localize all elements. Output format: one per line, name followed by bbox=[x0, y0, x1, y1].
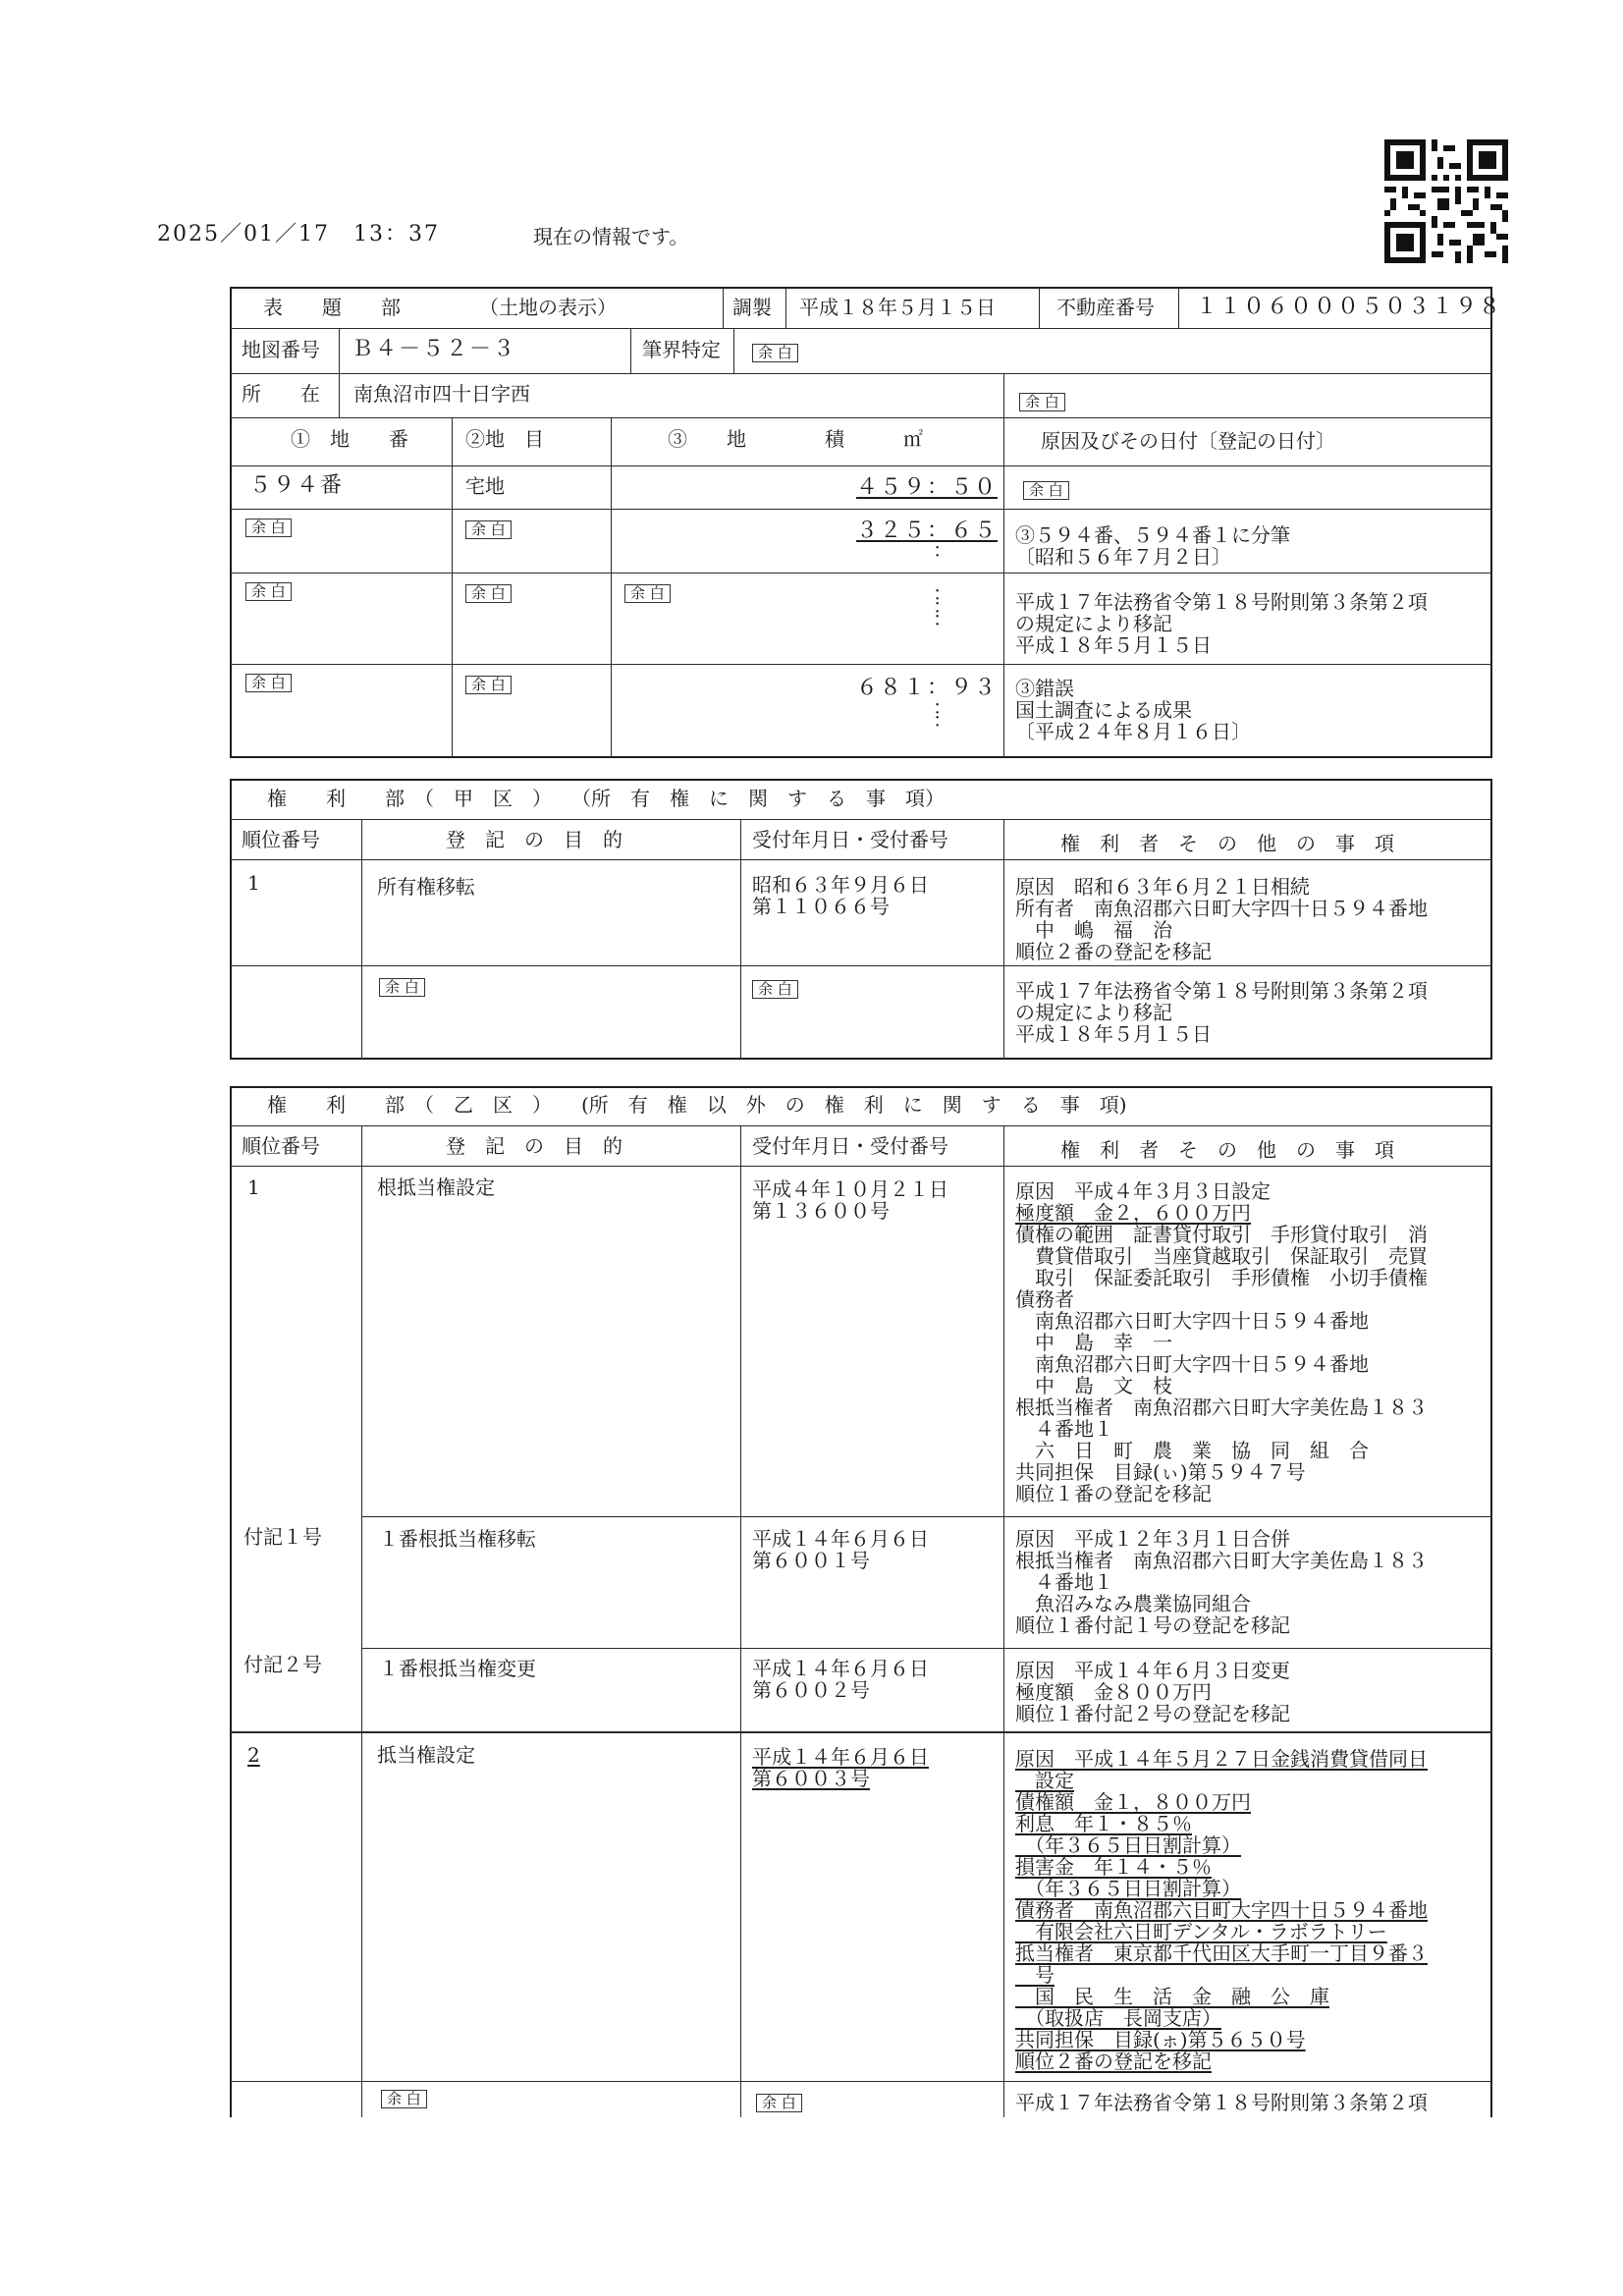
kenrisha-line: の規定により移記 bbox=[1015, 1001, 1172, 1024]
kenrisha-line: 六 日 町 農 業 協 同 組 合 bbox=[1015, 1439, 1369, 1462]
chiseki-yohaku: 余 白 bbox=[624, 584, 671, 603]
shozai-label: 所 在 bbox=[242, 382, 320, 406]
col-juni: 順位番号 bbox=[242, 828, 320, 851]
hyodai-title-note: （土地の表示） bbox=[479, 296, 617, 319]
kenrisha-line: 極度額 金８００万円 bbox=[1015, 1680, 1212, 1704]
uketsuke-date: 平成４年１０月２１日 bbox=[752, 1177, 948, 1201]
kenrisha-line: 平成１７年法務省令第１８号附則第３条第２項 bbox=[1015, 2091, 1428, 2114]
current-info-notice: 現在の情報です。 bbox=[533, 225, 689, 248]
gen-in-line: の規定により移記 bbox=[1015, 612, 1172, 635]
col-kenrisha: 権 利 者 そ の 他 の 事 項 bbox=[1060, 1138, 1394, 1162]
chiseki-dots: ： ： ： bbox=[933, 581, 952, 630]
kenrisha-line: 原因 平成１４年５月２７日金銭消費貸借同日 bbox=[1015, 1747, 1428, 1771]
kenrisha-line: 国 民 生 活 金 融 公 庫 bbox=[1015, 1985, 1329, 2008]
kenrisha-line: 原因 平成１４年６月３日変更 bbox=[1015, 1659, 1290, 1682]
kenrisha-line: 設定 bbox=[1015, 1769, 1074, 1792]
gen-in-line: 平成１８年５月１５日 bbox=[1015, 633, 1212, 657]
chiban-yohaku: 余 白 bbox=[245, 519, 292, 537]
kenrisha-line: ４番地１ bbox=[1015, 1570, 1113, 1594]
kenrisha-block bbox=[1015, 1180, 1428, 1504]
uketsuke-date: 平成１４年６月６日 bbox=[752, 1745, 929, 1769]
kenrisha-line: 根抵当権者 南魚沼郡六日町大字美佐島１８３ bbox=[1015, 1395, 1428, 1419]
kouku-title: 権 利 部 （ 甲 区 ） （所 有 権 に 関 す る 事 項） bbox=[267, 787, 945, 810]
kenrisha-line: 債務者 南魚沼郡六日町大字四十日５９４番地 bbox=[1015, 1898, 1428, 1922]
chimoku-yohaku: 余 白 bbox=[465, 584, 512, 603]
kenrisha-line: 所有者 南魚沼郡六日町大字四十日５９４番地 bbox=[1015, 897, 1428, 920]
gen-in-line: 国土調査による成果 bbox=[1015, 698, 1192, 722]
gen-in-line: ③錯誤 bbox=[1015, 677, 1074, 700]
mokuteki-yohaku: 余 白 bbox=[381, 2090, 427, 2108]
kenrisha-line: 債務者 bbox=[1015, 1287, 1074, 1311]
col-uketsuke: 受付年月日・受付番号 bbox=[752, 1134, 948, 1158]
kenrisha-line: 中 嶋 福 治 bbox=[1015, 918, 1172, 942]
kenrisha-line: 順位１番の登記を移記 bbox=[1015, 1482, 1212, 1505]
kenrisha-line: 順位２番の登記を移記 bbox=[1015, 2050, 1212, 2073]
kenrisha-line: 極度額 金２，６００万円 bbox=[1015, 1201, 1251, 1225]
hikkai-tokutei-label: 筆界特定 bbox=[642, 338, 721, 361]
chosei-label: 調製 bbox=[732, 296, 772, 319]
mokuteki-yohaku: 余 白 bbox=[379, 978, 425, 997]
kenrisha-line: 南魚沼郡六日町大字四十日５９４番地 bbox=[1015, 1352, 1369, 1376]
kenrisha-block bbox=[1015, 1528, 1428, 1636]
gen-in-yohaku: 余 白 bbox=[1023, 481, 1069, 500]
chimoku-cell: 宅地 bbox=[465, 474, 505, 498]
col-chiban: ① 地 番 bbox=[291, 427, 408, 451]
kenrisha-line: 利息 年１・８５％ bbox=[1015, 1812, 1192, 1835]
chiban-cell: ５９４番 bbox=[249, 473, 345, 498]
mokuteki-cell: 根抵当権設定 bbox=[377, 1175, 495, 1199]
chiseki-cell: ６８１：９３ bbox=[855, 676, 998, 700]
kenrisha-line: 順位１番付記２号の登記を移記 bbox=[1015, 1702, 1290, 1725]
chizu-bango: Ｂ４－５２－３ bbox=[352, 337, 517, 361]
hikkai-tokutei-yohaku: 余 白 bbox=[752, 344, 798, 362]
juni-bango: 付記２号 bbox=[243, 1653, 322, 1676]
gen-in-line: 〔平成２４年８月１６日〕 bbox=[1015, 720, 1251, 743]
juni-bango: 1 bbox=[247, 1175, 260, 1199]
fudosan-bango: １１０６０００５０３１９８ bbox=[1196, 295, 1503, 319]
gen-in-line: ③５９４番、５９４番１に分筆 bbox=[1015, 523, 1290, 547]
col-kenrisha: 権 利 者 そ の 他 の 事 項 bbox=[1060, 832, 1394, 855]
uketsuke-no: 第１１０６６号 bbox=[752, 895, 890, 918]
otsuku-title: 権 利 部 （ 乙 区 ） (所 有 権 以 外 の 権 利 に 関 す る 事 項) bbox=[267, 1093, 1127, 1117]
kenrisha-block bbox=[1015, 1748, 1428, 2072]
chimoku-yohaku: 余 白 bbox=[465, 676, 512, 694]
shozai-value: 南魚沼市四十日字西 bbox=[353, 382, 530, 406]
col-uketsuke: 受付年月日・受付番号 bbox=[752, 828, 948, 851]
juni-bango: 2 bbox=[247, 1743, 260, 1767]
kenrisha-line: 債権額 金１，８００万円 bbox=[1015, 1790, 1251, 1814]
uketsuke-date: 平成１４年６月６日 bbox=[752, 1527, 929, 1551]
col-chimoku: ②地 目 bbox=[465, 427, 544, 451]
uketsuke-no: 第６００２号 bbox=[752, 1678, 870, 1702]
hyodai-title: 表 題 部 bbox=[263, 296, 401, 319]
chimoku-yohaku: 余 白 bbox=[465, 520, 512, 539]
gen-in-line: 〔昭和５６年７月２日〕 bbox=[1015, 545, 1231, 569]
mokuteki-cell: 所有権移転 bbox=[377, 875, 475, 899]
chiban-yohaku: 余 白 bbox=[245, 582, 292, 601]
qr-code-icon bbox=[1384, 139, 1508, 263]
chiseki-cell: ４５９：５０ bbox=[855, 475, 998, 500]
kenrisha-line: ４番地１ bbox=[1015, 1417, 1113, 1441]
kenrisha-line: 順位１番付記１号の登記を移記 bbox=[1015, 1613, 1290, 1637]
kenrisha-line: 順位２番の登記を移記 bbox=[1015, 940, 1212, 963]
kenrisha-line: 平成１８年５月１５日 bbox=[1015, 1022, 1212, 1046]
col-gen-in: 原因及びその日付〔登記の日付〕 bbox=[1041, 429, 1335, 453]
uketsuke-yohaku: 余 白 bbox=[752, 980, 798, 999]
mokuteki-cell: １番根抵当権移転 bbox=[379, 1527, 536, 1551]
col-mokuteki: 登 記 の 目 的 bbox=[446, 828, 622, 851]
col-mokuteki: 登 記 の 目 的 bbox=[446, 1134, 622, 1158]
uketsuke-date: 昭和６３年９月６日 bbox=[752, 873, 929, 897]
uketsuke-yohaku: 余 白 bbox=[756, 2094, 802, 2112]
kenrisha-line: 有限会社六日町デンタル・ラボラトリー bbox=[1015, 1920, 1387, 1943]
kenrisha-line: 根抵当権者 南魚沼郡六日町大字美佐島１８３ bbox=[1015, 1549, 1428, 1572]
chiseki-dots: ： ： bbox=[933, 695, 952, 732]
kenrisha-line: （年３６５日日割計算） bbox=[1015, 1833, 1241, 1857]
shozai-remark-yohaku: 余 白 bbox=[1019, 393, 1065, 411]
mokuteki-cell: 抵当権設定 bbox=[377, 1743, 475, 1767]
uketsuke-date: 平成１４年６月６日 bbox=[752, 1657, 929, 1680]
kenrisha-line: 損害金 年１４・５％ bbox=[1015, 1855, 1212, 1879]
col-juni: 順位番号 bbox=[242, 1134, 320, 1158]
kenrisha-line: 取引 保証委託取引 手形債権 小切手債権 bbox=[1015, 1266, 1428, 1289]
kenrisha-line: 原因 平成１２年３月１日合併 bbox=[1015, 1527, 1290, 1551]
chosei-date: 平成１８年５月１５日 bbox=[799, 296, 996, 319]
chiban-yohaku: 余 白 bbox=[245, 674, 292, 692]
kenrisha-line: 号 bbox=[1015, 1963, 1055, 1987]
kenrisha-line: 平成１７年法務省令第１８号附則第３条第２項 bbox=[1015, 979, 1428, 1003]
kenrisha-line: 原因 昭和６３年６月２１日相続 bbox=[1015, 875, 1310, 899]
kenrisha-line: 共同担保 目録(ㇹ)第５６５０号 bbox=[1015, 2028, 1306, 2051]
kenrisha-line: 債権の範囲 証書貸付取引 手形貸付取引 消 bbox=[1015, 1223, 1428, 1246]
kenrisha-line: 原因 平成４年３月３日設定 bbox=[1015, 1179, 1271, 1203]
gen-in-line: 平成１７年法務省令第１８号附則第３条第２項 bbox=[1015, 590, 1428, 614]
kenrisha-block bbox=[1015, 1660, 1290, 1724]
chiseki-cell: ３２５：６５ bbox=[855, 519, 998, 543]
kenrisha-line: 南魚沼郡六日町大字四十日５９４番地 bbox=[1015, 1309, 1369, 1333]
uketsuke-no: 第１３６００号 bbox=[752, 1199, 890, 1223]
kenrisha-line: 抵当権者 東京都千代田区大手町一丁目９番３ bbox=[1015, 1941, 1428, 1965]
uketsuke-no: 第６００３号 bbox=[752, 1767, 870, 1790]
juni-bango: 付記１号 bbox=[243, 1525, 322, 1549]
fudosan-bango-label: 不動産番号 bbox=[1056, 296, 1155, 319]
mokuteki-cell: １番根抵当権変更 bbox=[379, 1657, 536, 1680]
chizu-bango-label: 地図番号 bbox=[242, 338, 320, 361]
kenrisha-line: 費貸借取引 当座貸越取引 保証取引 売買 bbox=[1015, 1244, 1428, 1268]
kenrisha-line: 中 島 文 枝 bbox=[1015, 1374, 1172, 1397]
col-chiseki: ③ 地 積 ㎡ bbox=[668, 427, 923, 451]
kenrisha-line: 魚沼みなみ農業協同組合 bbox=[1015, 1592, 1251, 1615]
kenrisha-line: （年３６５日日割計算） bbox=[1015, 1877, 1241, 1900]
juni-bango: 1 bbox=[247, 871, 260, 895]
chiseki-dots: ： bbox=[933, 538, 952, 562]
kenrisha-line: （取扱店 長岡支店） bbox=[1015, 2006, 1221, 2030]
kenrisha-line: 共同担保 目録(ぃ)第５９４７号 bbox=[1015, 1460, 1306, 1484]
print-timestamp: 2025／01／17 13：37 bbox=[157, 222, 440, 246]
kenrisha-line: 中 島 幸 一 bbox=[1015, 1331, 1172, 1354]
uketsuke-no: 第６００１号 bbox=[752, 1549, 870, 1572]
